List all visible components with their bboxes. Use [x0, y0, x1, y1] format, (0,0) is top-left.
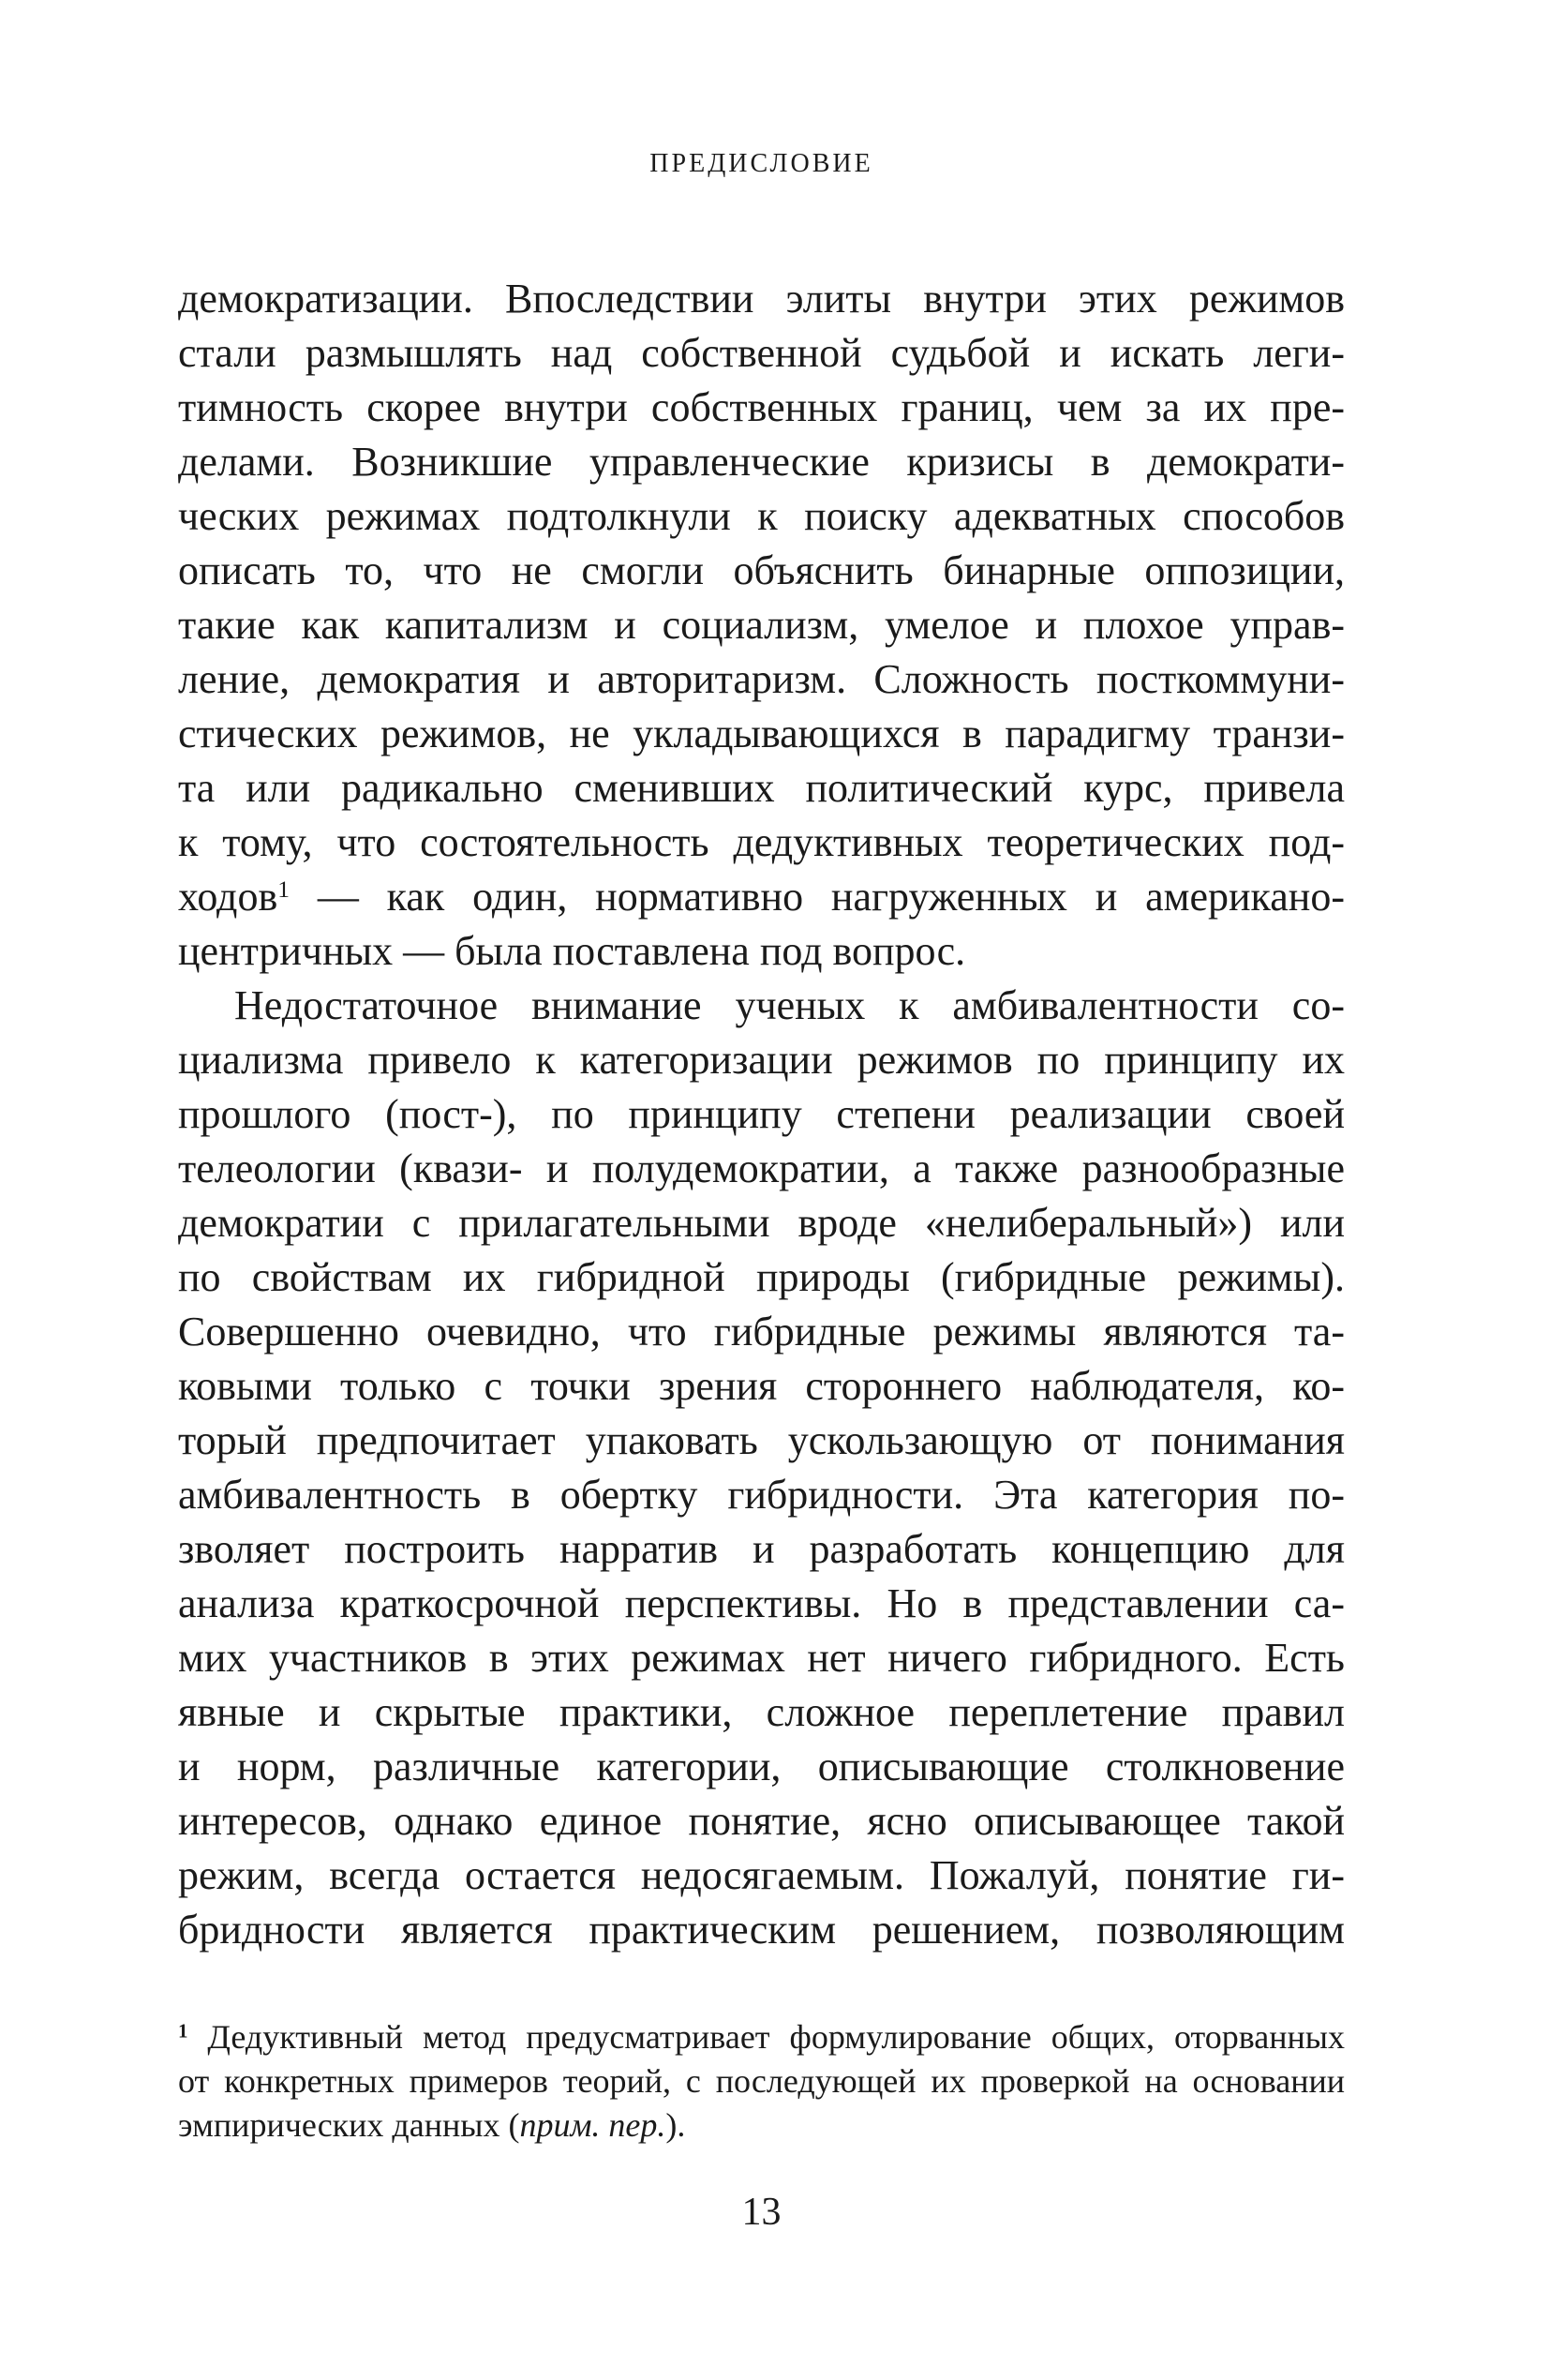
- text-segment: циализма привело к категоризации режимов по принципу их: [178, 1037, 1345, 1083]
- text-line: [178, 1740, 1345, 1794]
- footnote-marker: 1: [178, 2019, 188, 2043]
- text-line: [178, 598, 1345, 652]
- text-line: [178, 1359, 1345, 1414]
- text-segment: демократии с прилагательными вроде «нелиберальный») или: [178, 1200, 1345, 1246]
- text-line: [178, 1087, 1345, 1142]
- text-segment: ).: [665, 2106, 686, 2144]
- text-segment: мих участников в этих режимах нет ничего гибридного. Есть: [178, 1635, 1345, 1681]
- text-line: [178, 1196, 1345, 1250]
- text-line: [178, 2059, 1345, 2103]
- text-line: [178, 707, 1345, 761]
- text-line: [178, 2103, 1345, 2148]
- text-line: [178, 435, 1345, 489]
- text-line: [178, 1794, 1345, 1849]
- text-segment: анализа краткосрочной перспективы. Но в представлении са-: [178, 1580, 1345, 1626]
- text-segment: стических режимов, не укладывающихся в парадигму транзи-: [178, 711, 1345, 756]
- paragraph: [178, 272, 1345, 979]
- text-line: [178, 1631, 1345, 1685]
- text-line: [178, 1577, 1345, 1631]
- text-segment: ление, демократия и авторитаризм. Сложность посткоммуни-: [178, 656, 1345, 702]
- text-segment: демократизации. Впоследствии элиты внутри этих режимов: [178, 276, 1345, 322]
- text-segment: та или радикально сменивших политический курс, привела: [178, 765, 1345, 811]
- text-line: [178, 2015, 1345, 2059]
- text-segment: зволяет построить нарратив и разработать концепцию для: [178, 1526, 1345, 1572]
- text-segment: стали размышлять над собственной судьбой и искать леги-: [178, 330, 1345, 376]
- text-segment: центричных — была поставлена под вопрос.: [178, 928, 966, 974]
- running-header: ПРЕДИСЛОВИЕ: [649, 149, 873, 178]
- text-segment: такие как капитализм и социализм, умелое и плохое управ-: [178, 602, 1345, 648]
- body-text: [178, 272, 1345, 1957]
- text-segment: эмпирических данных (: [178, 2106, 520, 2144]
- text-segment: описать то, что не смогли объяснить бинарные оппозиции,: [178, 547, 1345, 593]
- text-line: [178, 979, 1345, 1033]
- footnote: [178, 2015, 1345, 2148]
- text-line: [178, 489, 1345, 544]
- text-line: [178, 1250, 1345, 1305]
- text-segment: прим. пер.: [519, 2106, 666, 2144]
- text-segment: ходов: [178, 874, 278, 920]
- text-line: [178, 1522, 1345, 1577]
- text-segment: ческих режимах подтолкнули к поиску адекватных способов: [178, 493, 1345, 539]
- text-line: [178, 652, 1345, 707]
- text-line: [178, 381, 1345, 435]
- text-segment: прошлого (пост-), по принципу степени реализации своей: [178, 1091, 1345, 1137]
- text-line: [178, 1468, 1345, 1522]
- text-segment: к тому, что состоятельность дедуктивных теоретических под-: [178, 819, 1345, 865]
- text-segment: торый предпочитает упаковать ускользающую от понимания: [178, 1417, 1345, 1463]
- page-number: 13: [741, 2191, 782, 2234]
- text-segment: по свойствам их гибридной природы (гибридные режимы).: [178, 1254, 1345, 1300]
- footnote-marker: 1: [277, 875, 290, 903]
- text-segment: Совершенно очевидно, что гибридные режимы являются та-: [178, 1309, 1345, 1355]
- text-line: [178, 272, 1345, 326]
- text-segment: интересов, однако единое понятие, ясно описывающее такой: [178, 1798, 1345, 1844]
- text-segment: ковыми только с точки зрения стороннего наблюдателя, ко-: [178, 1363, 1345, 1409]
- text-segment: амбивалентность в обертку гибридности. Эта категория по-: [178, 1472, 1345, 1518]
- text-segment: тимность скорее внутри собственных границ, чем за их пре-: [178, 384, 1345, 430]
- text-segment: от конкретных примеров теорий, с последующей их проверкой на основании: [178, 2062, 1345, 2100]
- text-line: [178, 544, 1345, 598]
- text-line: [178, 1305, 1345, 1359]
- paragraph: [178, 979, 1345, 1957]
- text-line: [178, 1903, 1345, 1957]
- text-segment: делами. Возникшие управленческие кризисы в демократи-: [178, 439, 1345, 485]
- text-line: [178, 761, 1345, 816]
- text-line: [178, 816, 1345, 870]
- text-line: [178, 1685, 1345, 1740]
- text-line: [178, 924, 1345, 979]
- text-segment: телеологии (квази- и полудемократии, а также разнообразные: [178, 1145, 1345, 1191]
- text-line: [178, 1142, 1345, 1196]
- text-line: [178, 326, 1345, 381]
- text-line: [178, 1849, 1345, 1903]
- text-segment: Дедуктивный метод предусматривает формулирование общих, оторванных: [187, 2018, 1345, 2056]
- text-segment: режим, всегда остается недосягаемым. Пожалуй, понятие ги-: [178, 1852, 1345, 1898]
- text-line: [178, 1033, 1345, 1087]
- text-segment: — как один, нормативно нагруженных и американо-: [289, 874, 1345, 920]
- text-line: [178, 870, 1345, 924]
- text-segment: явные и скрытые практики, сложное переплетение правил: [178, 1689, 1345, 1735]
- text-segment: и норм, различные категории, описывающие столкновение: [178, 1744, 1345, 1789]
- text-line: [178, 1414, 1345, 1468]
- text-segment: Недостаточное внимание ученых к амбивалентности со-: [234, 982, 1345, 1028]
- text-segment: бридности является практическим решением, позволяющим: [178, 1907, 1345, 1953]
